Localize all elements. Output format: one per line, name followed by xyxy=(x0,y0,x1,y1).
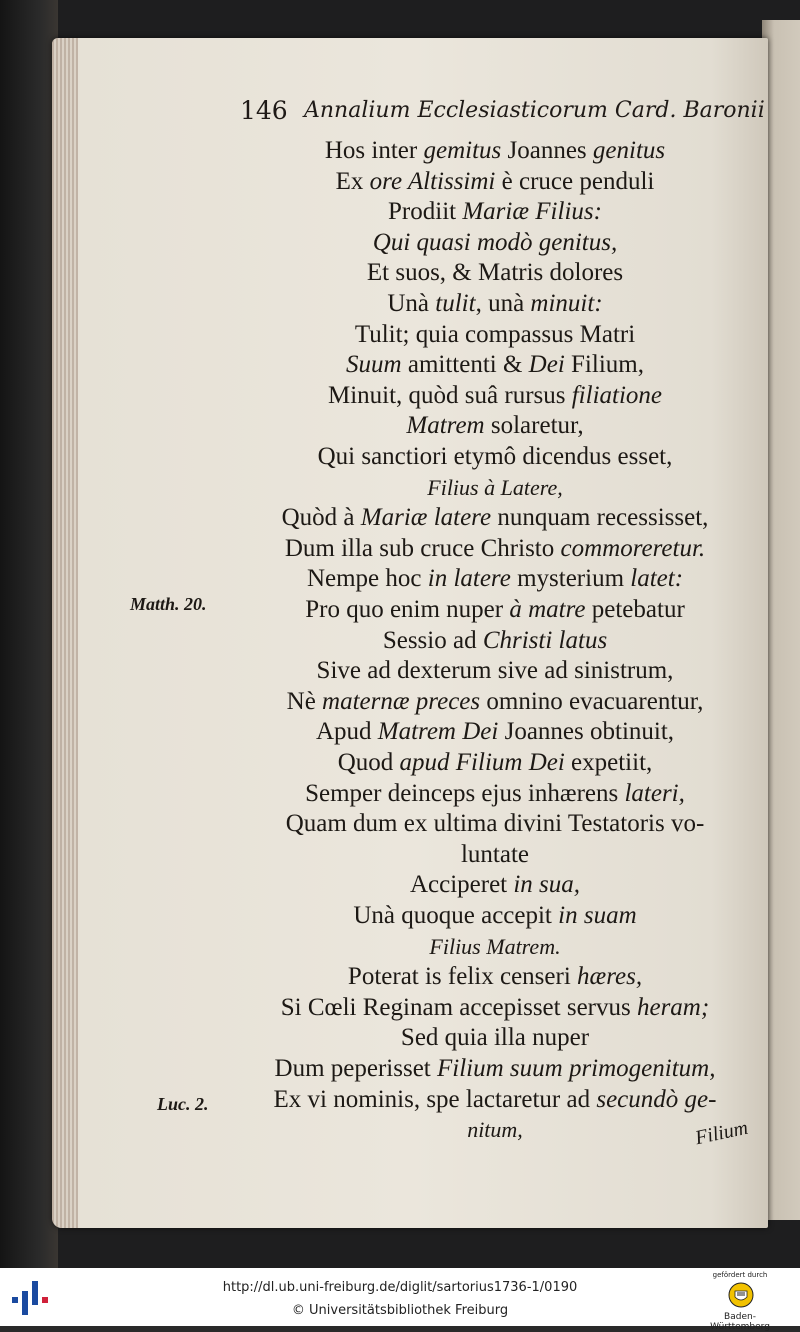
italic-text: maternæ preces xyxy=(322,687,481,715)
roman-text: Apud xyxy=(315,718,378,746)
italic-text: genitus xyxy=(592,137,666,164)
italic-text: Matrem Dei xyxy=(377,718,499,746)
document-url[interactable]: http://dl.ub.uni-freiburg.de/diglit/sartorius1736-1/0190 xyxy=(222,1280,578,1295)
italic-text: minuit: xyxy=(530,290,603,317)
text-line xyxy=(230,748,760,778)
roman-text: Quòd à xyxy=(281,504,361,532)
funder-block xyxy=(695,1271,785,1332)
text-line xyxy=(230,503,760,533)
funder-name: Baden-Württemberg xyxy=(710,1312,770,1332)
italic-text: nitum, xyxy=(467,1117,523,1143)
margin-note-matthew: Matth. 20. xyxy=(130,594,207,614)
roman-text: Sive ad dexterum sive ad sinistrum, xyxy=(316,657,674,685)
roman-text: Quam dum ex ultima divini Testatoris vo- xyxy=(285,810,705,838)
italic-text: Christi latus xyxy=(482,626,608,654)
text-line xyxy=(230,1023,760,1053)
text-line xyxy=(230,1054,760,1084)
italic-text: Filius à Latere, xyxy=(427,474,563,500)
roman-text: Et suos, & Matris dolores xyxy=(366,259,624,287)
roman-text: Qui sanctiori etymô dicendus esset, xyxy=(317,443,673,470)
roman-text: , unà xyxy=(475,290,531,317)
text-line xyxy=(230,228,760,258)
text-line xyxy=(230,595,760,625)
text-line xyxy=(230,656,760,686)
italic-text: gemitus xyxy=(423,137,502,164)
roman-text: Ex xyxy=(335,167,370,195)
roman-text: Joannes obtinuit, xyxy=(498,718,675,746)
text-line xyxy=(230,993,760,1023)
text-line xyxy=(230,381,760,411)
viewer-footer xyxy=(0,1268,800,1332)
roman-text: Nempe hoc xyxy=(306,565,428,593)
roman-text: Poterat is felix censeri xyxy=(347,963,578,991)
roman-text: mysterium xyxy=(510,565,631,593)
text-line xyxy=(230,320,760,350)
italic-text: à matre xyxy=(509,596,586,623)
roman-text: Tulit; quia compassus Matri xyxy=(354,320,636,348)
catchword: Filium xyxy=(693,1116,750,1150)
text-line xyxy=(230,840,760,870)
roman-text: Ex vi nominis, spe lactaretur ad xyxy=(273,1085,597,1113)
roman-text: Acciperet xyxy=(409,871,514,899)
italic-text: tulit xyxy=(435,290,476,317)
italic-text: lateri, xyxy=(624,779,685,807)
text-line xyxy=(230,962,760,992)
text-line xyxy=(230,779,760,809)
roman-text: Quod xyxy=(337,749,400,776)
text-line xyxy=(230,932,760,962)
roman-text: petebatur xyxy=(585,596,685,623)
roman-text: Filium, xyxy=(564,351,644,379)
italic-text: apud Filium Dei xyxy=(399,749,565,776)
italic-text: Matrem xyxy=(406,412,485,440)
italic-text: Filius Matrem. xyxy=(429,933,561,959)
text-line xyxy=(230,901,760,931)
margin-note-luke: Luc. 2. xyxy=(157,1094,209,1114)
italic-text: secundò ge- xyxy=(596,1085,717,1113)
italic-text: Mariæ latere xyxy=(360,504,492,532)
roman-text: Dum peperisset xyxy=(274,1055,437,1082)
text-line xyxy=(230,442,760,472)
roman-text: expetiit, xyxy=(564,749,653,776)
text-line xyxy=(230,1085,760,1115)
roman-text: è cruce penduli xyxy=(495,167,655,195)
italic-text: in latere xyxy=(427,565,511,593)
italic-text: in suam xyxy=(558,902,637,929)
roman-text: Semper deinceps ejus inhærens xyxy=(305,779,625,807)
text-line xyxy=(230,167,760,197)
roman-text: Joannes xyxy=(501,137,593,164)
page-stack-edge xyxy=(52,38,78,1228)
italic-text: Dei xyxy=(528,351,565,379)
italic-text: heram; xyxy=(636,993,710,1021)
roman-text: Si Cœli Reginam accepisset servus xyxy=(280,993,637,1021)
text-line xyxy=(230,1115,760,1145)
italic-text: ore Altissimi xyxy=(369,167,496,195)
funder-caption: gefördert durch xyxy=(712,1271,768,1279)
roman-text: Hos inter xyxy=(324,137,424,164)
text-line xyxy=(230,289,760,319)
italic-text: latet: xyxy=(630,565,684,593)
italic-text: Qui quasi modò genitus, xyxy=(372,228,618,256)
text-line xyxy=(230,687,760,717)
italic-text: Filium suum primogenitum, xyxy=(437,1055,716,1082)
roman-text: Sessio ad xyxy=(382,626,483,654)
text-line xyxy=(230,411,760,441)
text-line xyxy=(230,564,760,594)
roman-text: Pro quo enim nuper xyxy=(305,596,510,623)
book-cover-edge xyxy=(0,0,58,1268)
roman-text: Unà xyxy=(387,290,436,317)
roman-text: Nè xyxy=(286,687,323,715)
roman-text: luntate xyxy=(460,840,530,868)
roman-text: Unà quoque accepit xyxy=(353,902,559,929)
text-line xyxy=(230,197,760,227)
page-header xyxy=(240,96,765,136)
italic-text: Mariæ Filius: xyxy=(462,198,602,226)
italic-text: Suum xyxy=(346,351,402,379)
roman-text: omnino evacuarentur, xyxy=(480,687,704,715)
italic-text: commoreretur. xyxy=(560,534,706,562)
text-line xyxy=(230,350,760,380)
text-line xyxy=(230,809,760,839)
roman-text: amittenti & xyxy=(401,351,529,379)
text-line xyxy=(230,870,760,900)
text-line xyxy=(230,717,760,747)
copyright-notice: © Universitätsbibliothek Freiburg xyxy=(291,1303,509,1318)
roman-text: Prodiit xyxy=(388,198,463,226)
roman-text: solaretur, xyxy=(484,412,584,440)
text-line xyxy=(230,473,760,503)
text-line xyxy=(230,258,760,288)
text-line xyxy=(230,534,760,564)
italic-text: hæres, xyxy=(577,963,643,991)
italic-text: in sua, xyxy=(513,871,581,899)
roman-text: Minuit, quòd suâ rursus xyxy=(327,381,572,409)
text-line xyxy=(230,136,760,166)
roman-text: Dum illa sub cruce Christo xyxy=(284,534,561,562)
text-line xyxy=(230,626,760,656)
baden-wuerttemberg-seal-icon xyxy=(728,1282,754,1308)
roman-text: Sed quia illa nuper xyxy=(400,1024,590,1052)
page-number: 146 xyxy=(240,96,288,125)
roman-text: nunquam recessisset, xyxy=(491,504,709,532)
running-head: Annalium Ecclesiasticorum Card. Baronii xyxy=(304,98,765,123)
italic-text: filiatione xyxy=(571,381,663,409)
